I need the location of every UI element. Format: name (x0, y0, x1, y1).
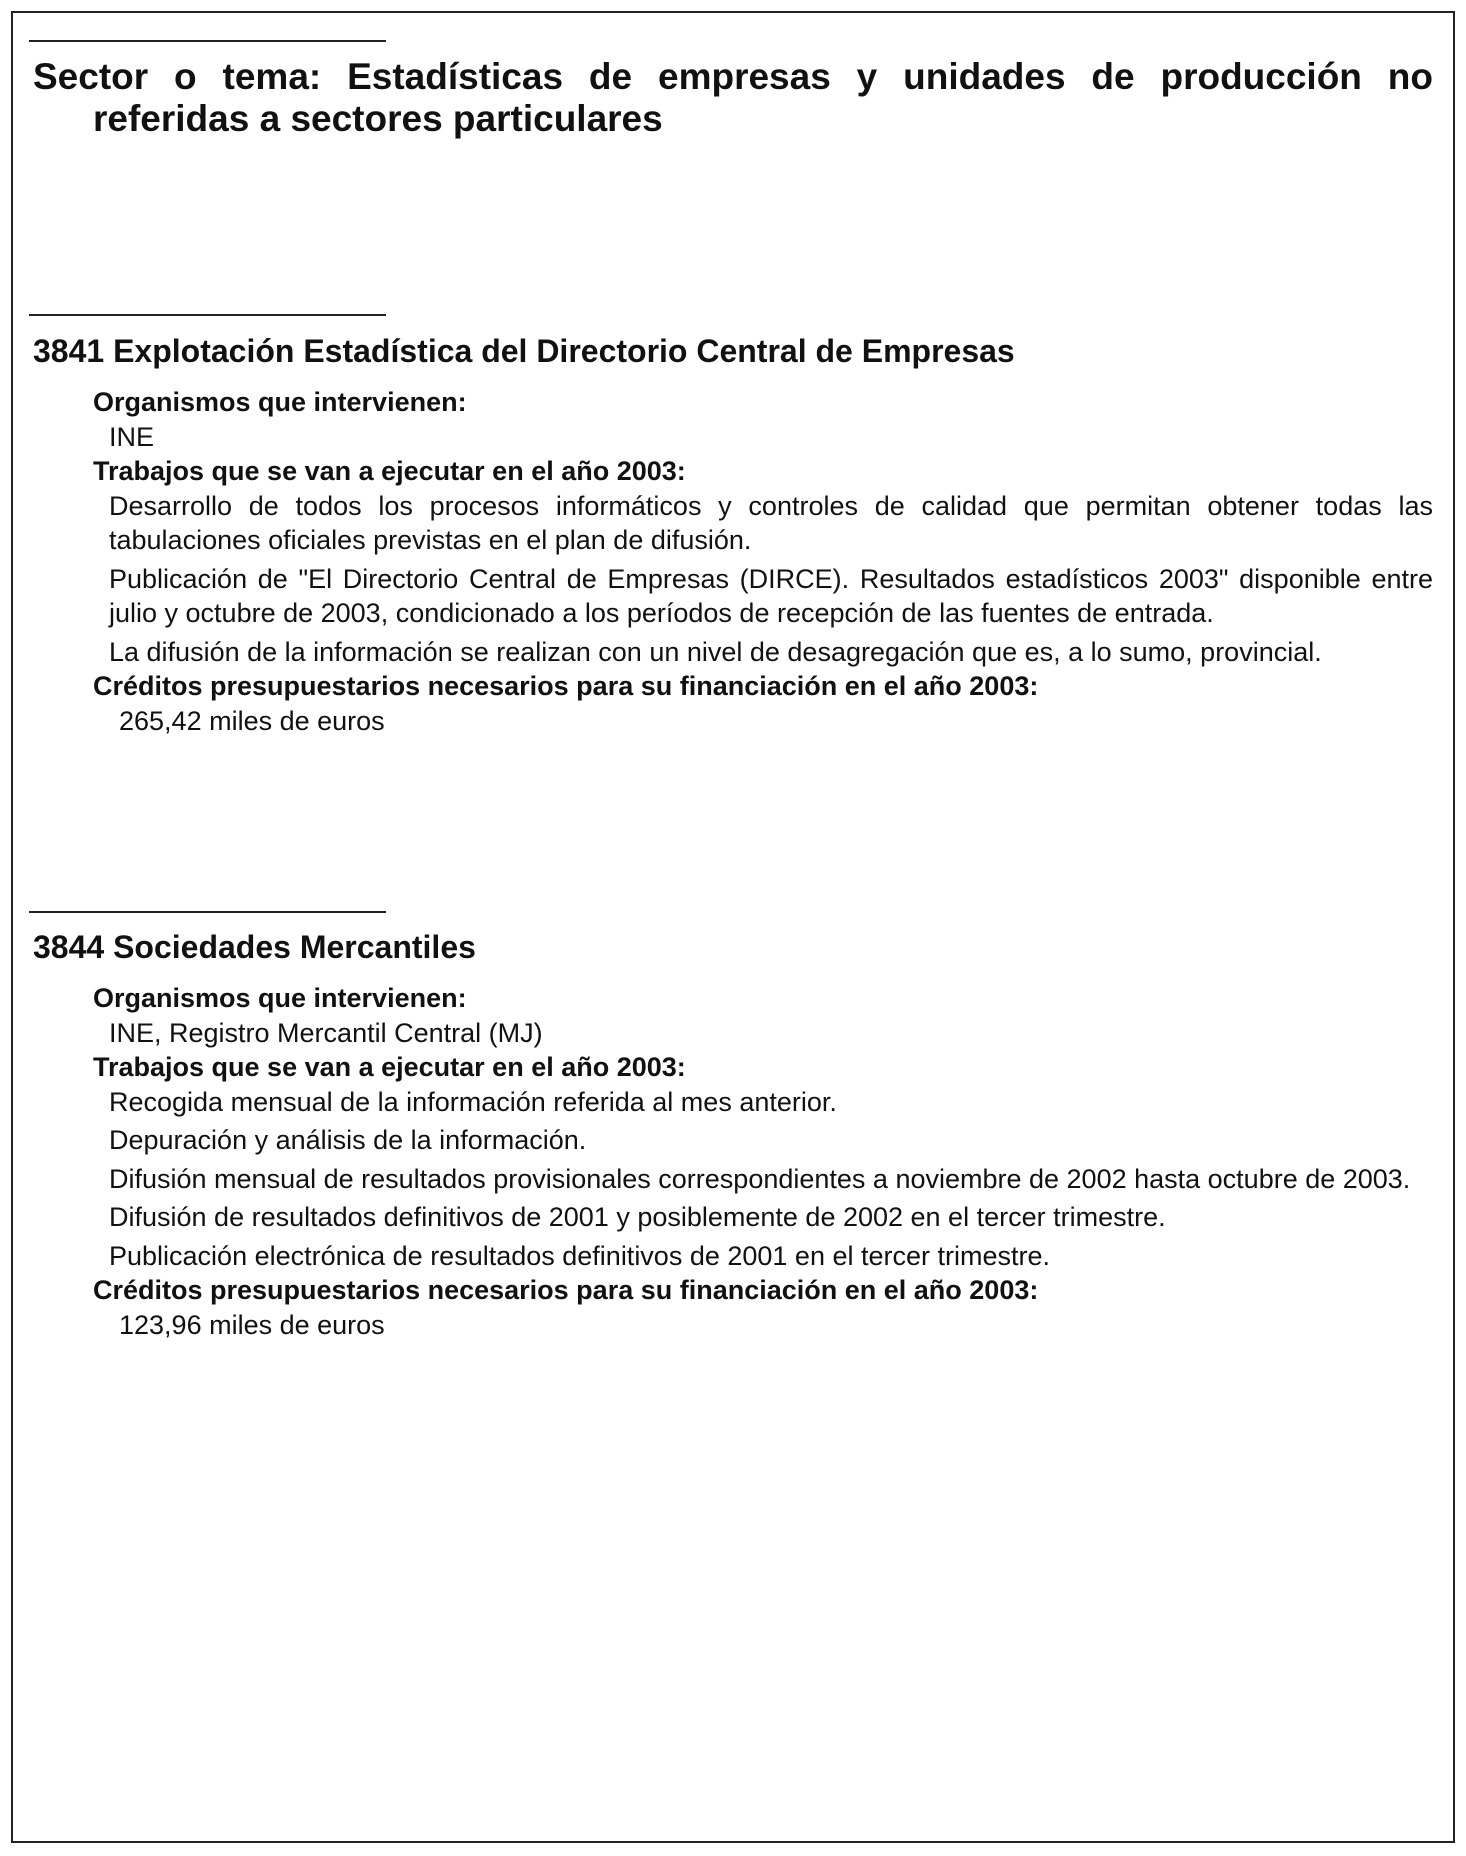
operation-body (93, 981, 1433, 1342)
creditos-value: 123,96 miles de euros (119, 1309, 385, 1340)
section-divider (29, 40, 386, 42)
trabajo-item: Recogida mensual de la información referida al mes anterior. (109, 1086, 837, 1117)
creditos-label: Créditos presupuestarios necesarios para su financiación en el año 2003: (93, 671, 1039, 701)
organismos-value: INE, Registro Mercantil Central (MJ) (109, 1017, 543, 1048)
operation-body (93, 385, 1433, 738)
trabajo-item: Desarrollo de todos los procesos informáticos y controles de calidad que permitan obtener todas las tabulaciones oficiales previstas en el plan de difusión. (109, 490, 1433, 555)
trabajos-label: Trabajos que se van a ejecutar en el año 2003: (93, 1052, 686, 1082)
organismos-value: INE (109, 421, 155, 452)
trabajo-item: Publicación de "El Directorio Central de Empresas (DIRCE). Resultados estadísticos 2003" disponible entre julio y octubre de 2003, condicionado a los períodos de recepción de las fuentes de entrada. (109, 563, 1433, 628)
creditos-value: 265,42 miles de euros (119, 705, 385, 736)
organismos-label: Organismos que intervienen: (93, 387, 467, 417)
section-divider (29, 314, 386, 316)
trabajo-item: Depuración y análisis de la información. (109, 1125, 587, 1155)
organismos-label: Organismos que intervienen: (93, 983, 467, 1013)
trabajo-item: Publicación electrónica de resultados definitivos de 2001 en el tercer trimestre. (109, 1240, 1051, 1271)
page-frame (11, 11, 1455, 1843)
operation-title: 3841 Explotación Estadística del Directorio Central de Empresas (33, 333, 1015, 369)
operation-title: 3844 Sociedades Mercantiles (33, 929, 476, 965)
sector-title: Sector o tema: Estadísticas de empresas y unidades de producción no referidas a sectores particulares (33, 56, 1433, 139)
trabajos-label: Trabajos que se van a ejecutar en el año 2003: (93, 456, 686, 486)
trabajo-item: Difusión mensual de resultados provisionales correspondientes a noviembre de 2002 hasta octubre de 2003. (109, 1163, 1411, 1194)
trabajo-item: Difusión de resultados definitivos de 2001 y posiblemente de 2002 en el tercer trimestre. (109, 1202, 1166, 1232)
creditos-label: Créditos presupuestarios necesarios para su financiación en el año 2003: (93, 1275, 1039, 1305)
section-divider (29, 911, 386, 913)
trabajo-item: La difusión de la información se realizan con un nivel de desagregación que es, a lo sumo, provincial. (109, 636, 1322, 667)
